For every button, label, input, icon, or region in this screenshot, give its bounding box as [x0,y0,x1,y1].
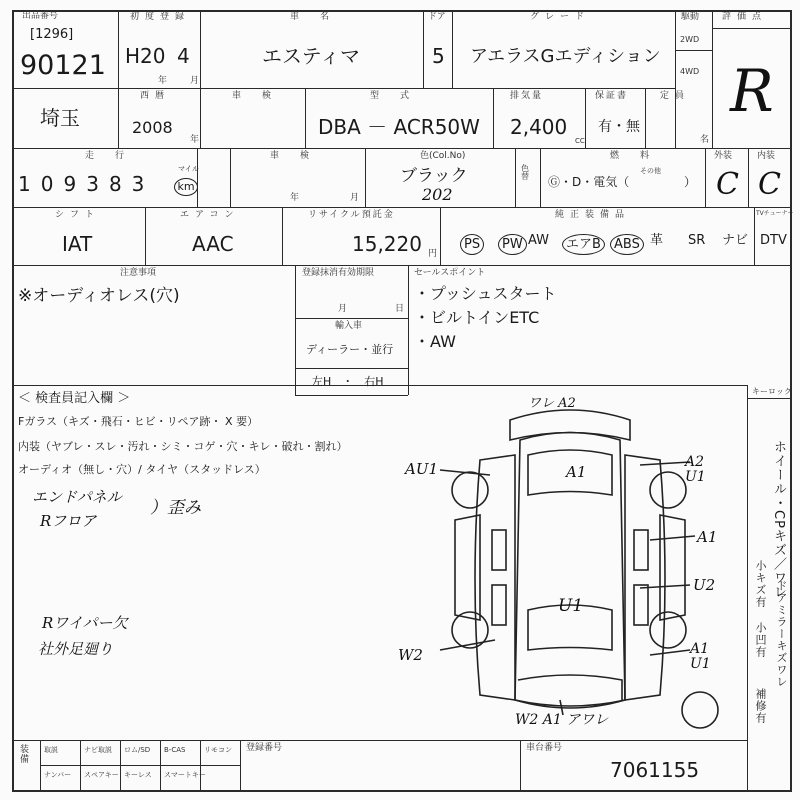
diagram-label-au1: AU1 [405,460,439,478]
diagram-label-u2: U2 [693,576,716,594]
doors: 5 [432,44,445,68]
accessory-item: ナンバー [44,771,72,779]
first-reg-year: H20 [125,44,166,68]
hand-note-bent: ）歪み [150,498,201,518]
chassis-number: 7061155 [610,758,700,782]
mileage-digit: 1 [18,172,41,196]
first-reg-label: 初度登録 [130,12,191,22]
hand-note-suspension: 社外足廻り [38,640,114,658]
shift: IAT [62,232,93,256]
side-note-mirror: ドアミラーキズワレ [775,580,788,688]
equipment-item: SR [688,233,706,248]
accessory-item: リモコン [204,746,232,754]
accessory-item: 取説 [44,746,58,754]
score: R [730,57,774,125]
recycle-fee: 15,220 [352,232,422,256]
sales-point: ・AW [414,332,456,351]
mileage-digit: 9 [63,172,87,196]
hand-note-end-panel: エンドパネル [32,488,122,506]
accessory-item: スマートキー [164,771,206,779]
score-label: 評価点 [722,12,768,22]
drive-label: 駆動 [681,12,700,22]
diagram-label-a1-front: A1 [566,463,587,481]
dealer-or-parallel: ディーラー・並行 [306,343,394,356]
side-note-small-dent: 小凹有 [754,622,767,658]
model: DBA － ACR50W [318,115,480,139]
color-code: 202 [422,185,453,204]
side-note-small-scratch: 小キズ有 [754,560,767,608]
equipment-item: エアB [562,234,605,255]
sales-point: ・プッシュスタート [414,284,557,303]
lot-label: 出品番号 [22,11,59,21]
diagram-label-bottom: W2 A1 アワレ [515,712,609,728]
diagram-label-a1-right: A1 [697,528,718,546]
equipment-item: 革 [650,233,664,248]
car-name-label: 車 名 [290,12,336,22]
location: 埼玉 [40,106,80,130]
lot-bracket: [1296] [30,27,74,42]
accessory-item: スペアキー [84,771,119,779]
displacement: 2,400 [510,115,568,139]
car-name: エスティマ [262,44,360,68]
diagram-label-a2-u1: A2 U1 [685,454,706,486]
exterior-grade: C [716,167,739,202]
hand-note-wiper: Rワイパー欠 [42,614,128,632]
equipment-item: PS [460,234,484,255]
mileage-digit: 0 [40,172,64,196]
grade: アエラスGエディション [470,46,661,67]
equipment-item: PW [498,234,527,255]
mileage-digit: 3 [131,172,155,196]
sales-point: ・ビルトインETC [414,308,540,327]
equipment-item: ナビ [722,233,749,248]
auction-sheet: 出品番号 [1296] 90121 初度登録 H20 4 年 月 車 名 エスティマ ドア 5 グレード アエラスGエディション 駆動 2WD 4WD 評価点 R 埼玉 西暦 2008 年 車 検 型 式 DBA － ACR50W 排気量 2,400 CC 保証書 有・無 定員 名 走 行 109383 km マイル 車 検 年 月 色(Col.No) ブラック 202 色替 燃 料 Ⓖ・D・電気（ その他 ） 外装 C 内装 C シフト IAT エアコン AAC リサイクル預託金 15,220 円 純正装備品 TVチューナー PS PW AW エアB ABS 革 SR ナビ DTV 注意事項 ※オーディオレス(穴) 登録抹消有効期限 月 日 輸入車 ディーラー・並行 左H ・ 右H セールスポイント ・プッシュスタート ・ビルトインETC ・AW ＜ 検査員記入欄 ＞ Fガラス（キズ・飛石・ヒビ・リペア跡・ X 要） 内装（ヤブレ・スレ・汚れ・シミ・コゲ・穴・キレ・破れ・割れ） オーディオ（無し・穴）/ タイヤ（スタッドレス） エンドパネル Rフロア ）歪み Rワイパー欠 社外足廻り ワレ A2 AU1 A1 A2 U1 A1 U1 U2 A1 U1 W2 W2 A1 アワレ キーロック ホイール・CPキズ／ワレ 小キズ有 小凹有 補修有 ドアミラーキズワレ 装備 取説 ナビ取説 ロム/SD B-CAS リモコン ナンバー スペアキー キーレス スマートキー 登録番号 車台番号 7061155 [0,0,800,800]
caution-note: ※オーディオレス(穴) [18,286,180,306]
air-conditioner: AAC [192,232,234,256]
equipment-item: ABS [610,234,644,255]
diagram-label-a1-u1-rear: A1 U1 [690,641,711,673]
accessory-item: B-CAS [164,746,186,754]
glass-note: Fガラス（キズ・飛石・ヒビ・リペア跡・ X 要） [18,415,259,428]
accessory-item: ロム/SD [124,746,151,754]
hand-note-r-floor: Rフロア [40,512,97,530]
first-reg-month: 4 [177,44,190,68]
diagram-label-w2: W2 [398,646,423,664]
warranty: 有・無 [598,119,640,135]
interior-grade: C [758,167,781,202]
accessory-item: ナビ取説 [84,746,112,754]
audio-tire-note: オーディオ（無し・穴）/ タイヤ（スタッドレス） [18,463,266,476]
equipment-item: AW [528,233,550,248]
inspector-title: ＜ 検査員記入欄 ＞ [18,391,131,406]
km-unit: km [174,178,198,196]
doors-label: ドア [428,12,446,22]
fuel: Ⓖ・D・電気（ [548,175,630,189]
side-note-wheel: ホイール・CPキズ／ワレ [771,440,786,599]
accessory-item: キーレス [124,771,152,779]
western-year: 2008 [132,118,173,137]
equipment-item: DTV [760,233,787,248]
interior-note: 内装（ヤブレ・スレ・汚れ・シミ・コゲ・穴・キレ・破れ・割れ） [18,440,348,453]
mileage-digit: 8 [108,172,132,196]
color: ブラック [400,166,468,186]
handle-side: 左H ・ 右H [312,375,384,388]
mileage-digit: 3 [86,172,109,196]
grade-label: グレード [530,12,591,22]
diagram-label-u1-center: U1 [558,596,584,616]
diagram-label-top: ワレ A2 [528,396,576,411]
side-note-repair: 補修有 [754,688,767,724]
lot-number: 90121 [20,50,106,81]
